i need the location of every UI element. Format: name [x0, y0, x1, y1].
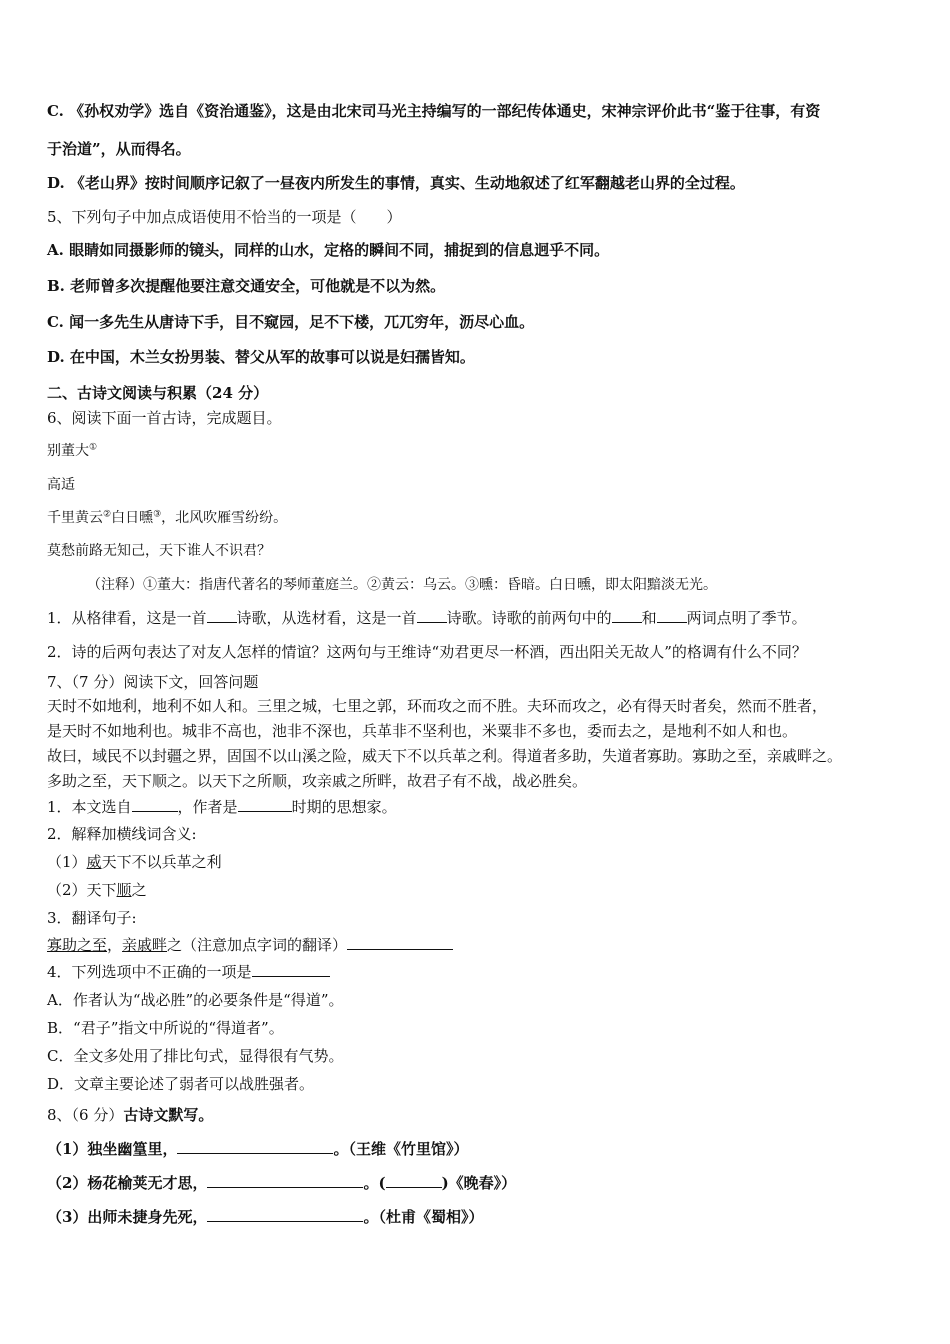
q6-sub1-text-a: 1．从格律看，这是一首: [47, 609, 207, 627]
poem-line-2: 莫愁前路无知己，天下谁人不识君？: [47, 543, 271, 559]
separator: ，: [107, 936, 123, 954]
q7-sub2-item-2: [47, 880, 147, 900]
q8-line-2: [47, 1173, 516, 1193]
instruction: 之（注意加点字词的翻译）: [167, 936, 348, 954]
q8-stem: [47, 1105, 213, 1125]
q7-sub2: 2．解释加横线词含义:: [47, 825, 197, 843]
answer-blank[interactable]: [386, 1173, 442, 1188]
answer-blank[interactable]: [207, 1173, 363, 1188]
item-text: 之: [131, 881, 147, 899]
poem-line-1-part-b: 白日曛: [111, 510, 154, 526]
q7-passage-line-1: 天时不如地利，地利不如人和。三里之城，七里之郭，环而攻之而不胜。夫环而攻之，必有得天时者矣，然而不胜者，: [47, 697, 828, 715]
q5-option-b: B. 老师曾多次提醒他要注意交通安全，可他就是不以为然。: [47, 277, 446, 295]
q7-sub3-sentence: [47, 935, 453, 955]
q7-passage-line-3: 故曰，域民不以封疆之界，固国不以山溪之险，威天下不以兵革之利。得道者多助，失道者寡助。寡助之至，亲戚畔之。: [47, 747, 843, 765]
q5-option-c: C. 闻一多先生从唐诗下手，目不窥园，足不下楼，兀兀穷年，沥尽心血。: [47, 313, 535, 331]
q6-sub1-text-c: 诗歌。诗歌的前两句中的: [446, 609, 612, 627]
q7-stem: 7、（7 分）阅读下文，回答问题: [47, 673, 259, 691]
answer-blank[interactable]: [177, 1139, 333, 1154]
answer-blank[interactable]: [657, 608, 687, 623]
q4-option-c-line1: C. 《孙权劝学》选自《资治通鉴》，这是由北宋司马光主持编写的一部纪传体通史，宋神宗评价此书“鉴于往事，有资: [47, 102, 821, 120]
q6-sub1-text-b: 诗歌，从选材看，这是一首: [236, 609, 417, 627]
note-mark-3: ③: [153, 509, 162, 520]
note-mark-1: ①: [89, 442, 98, 453]
verse-source: 。（杜甫《蜀相》）: [363, 1208, 484, 1226]
note-mark-2: ②: [103, 509, 112, 520]
q6-sub2: 2．诗的后两句表达了对友人怎样的情谊？这两句与王维诗“劝君更尽一杯酒，西出阳关无故人”的格调有什么不同？: [47, 643, 807, 661]
answer-blank[interactable]: [612, 608, 642, 623]
q6-sub1: [47, 608, 807, 628]
verse-prompt: （1）独坐幽篁里，: [47, 1140, 178, 1158]
underlined-word: 威: [86, 853, 102, 871]
q5-option-d: D. 在中国，木兰女扮男装、替父从军的故事可以说是妇孺皆知。: [47, 348, 475, 366]
q8-line-1: [47, 1139, 468, 1159]
verse-source: )《晚春》）: [441, 1174, 517, 1192]
answer-blank[interactable]: [347, 935, 453, 950]
q7-sub1-text-a: 1．本文选自: [47, 798, 132, 816]
q8-score: 8、（6 分）: [47, 1106, 124, 1124]
answer-blank[interactable]: [207, 608, 237, 623]
q7-sub3: 3．翻译句子:: [47, 909, 137, 927]
underlined-phrase: 亲戚畔: [122, 936, 168, 954]
q4-option-d: D. 《老山界》按时间顺序记叙了一昼夜内所发生的事情，真实、生动地叙述了红军翻越老山界的全过程。: [47, 174, 745, 192]
answer-blank[interactable]: [252, 962, 330, 977]
verse-source: 。（王维《竹里馆》）: [333, 1140, 469, 1158]
poem-line-1: [47, 508, 287, 528]
answer-blank[interactable]: [238, 797, 292, 812]
item-number: （1）: [47, 853, 87, 871]
answer-blank[interactable]: [207, 1207, 363, 1222]
poem-line-1-part-a: 千里黄云: [47, 510, 103, 526]
poem-title-text: 别董大: [47, 443, 89, 459]
q6-stem: 6、阅读下面一首古诗，完成题目。: [47, 409, 282, 427]
verse-separator: 。(: [363, 1174, 386, 1192]
underlined-phrase: 寡助之至: [47, 936, 108, 954]
q8-line-3: [47, 1207, 483, 1227]
verse-prompt: （2）杨花榆荚无才思，: [47, 1174, 208, 1192]
poem-line-1-part-c: ，北风吹雁雪纷纷。: [161, 510, 288, 526]
answer-blank[interactable]: [417, 608, 447, 623]
q8-title: 古诗文默写。: [123, 1106, 214, 1124]
q7-passage-line-2: 是天时不如地利也。城非不高也，池非不深也，兵革非不坚利也，米粟非不多也，委而去之，是地利不如人和也。: [47, 722, 798, 740]
poem-author: 高适: [47, 477, 75, 493]
q7-sub1-text-c: 时期的思想家。: [291, 798, 397, 816]
item-text: （2）天下: [47, 881, 117, 899]
q6-sub1-text-e: 两词点明了季节。: [686, 609, 807, 627]
item-text: 天下不以兵革之利: [101, 853, 222, 871]
poem-annotation: （注释）①董大：指唐代著名的琴师董庭兰。②黄云：乌云。③曛：昏暗。白日曛，即太阳黯淡无光。: [87, 577, 717, 593]
section2-title: 二、古诗文阅读与积累（24 分）: [47, 384, 269, 402]
q7-sub2-item-1: [47, 852, 222, 872]
q7-passage-line-4: 多助之至，天下顺之。以天下之所顺，攻亲戚之所畔，故君子有不战，战必胜矣。: [47, 772, 588, 790]
q7-sub1: [47, 797, 397, 817]
q5-stem: 5、下列句子中加点成语使用不恰当的一项是（ ）: [47, 208, 402, 226]
answer-blank[interactable]: [132, 797, 178, 812]
q7-sub4-text: 4．下列选项中不正确的一项是: [47, 963, 252, 981]
q6-sub1-text-d: 和: [641, 609, 657, 627]
q5-option-a: A. 眼睛如同摄影师的镜头，同样的山水，定格的瞬间不同，捕捉到的信息迥乎不同。: [47, 241, 610, 259]
underlined-word: 顺: [116, 881, 132, 899]
q7-sub4-option-a: A．作者认为“战必胜”的必要条件是“得道”。: [47, 991, 344, 1009]
q4-option-c-line2: 于治道”，从而得名。: [47, 140, 191, 158]
q7-sub4: [47, 962, 330, 982]
q7-sub4-option-b: B．“君子”指文中所说的“得道者”。: [47, 1019, 284, 1037]
q7-sub1-text-b: ，作者是: [177, 798, 238, 816]
q7-sub4-option-c: C．全文多处用了排比句式，显得很有气势。: [47, 1047, 344, 1065]
verse-prompt: （3）出师未捷身先死，: [47, 1208, 208, 1226]
q7-sub4-option-d: D．文章主要论述了弱者可以战胜强者。: [47, 1075, 315, 1093]
poem-title: [47, 441, 97, 461]
